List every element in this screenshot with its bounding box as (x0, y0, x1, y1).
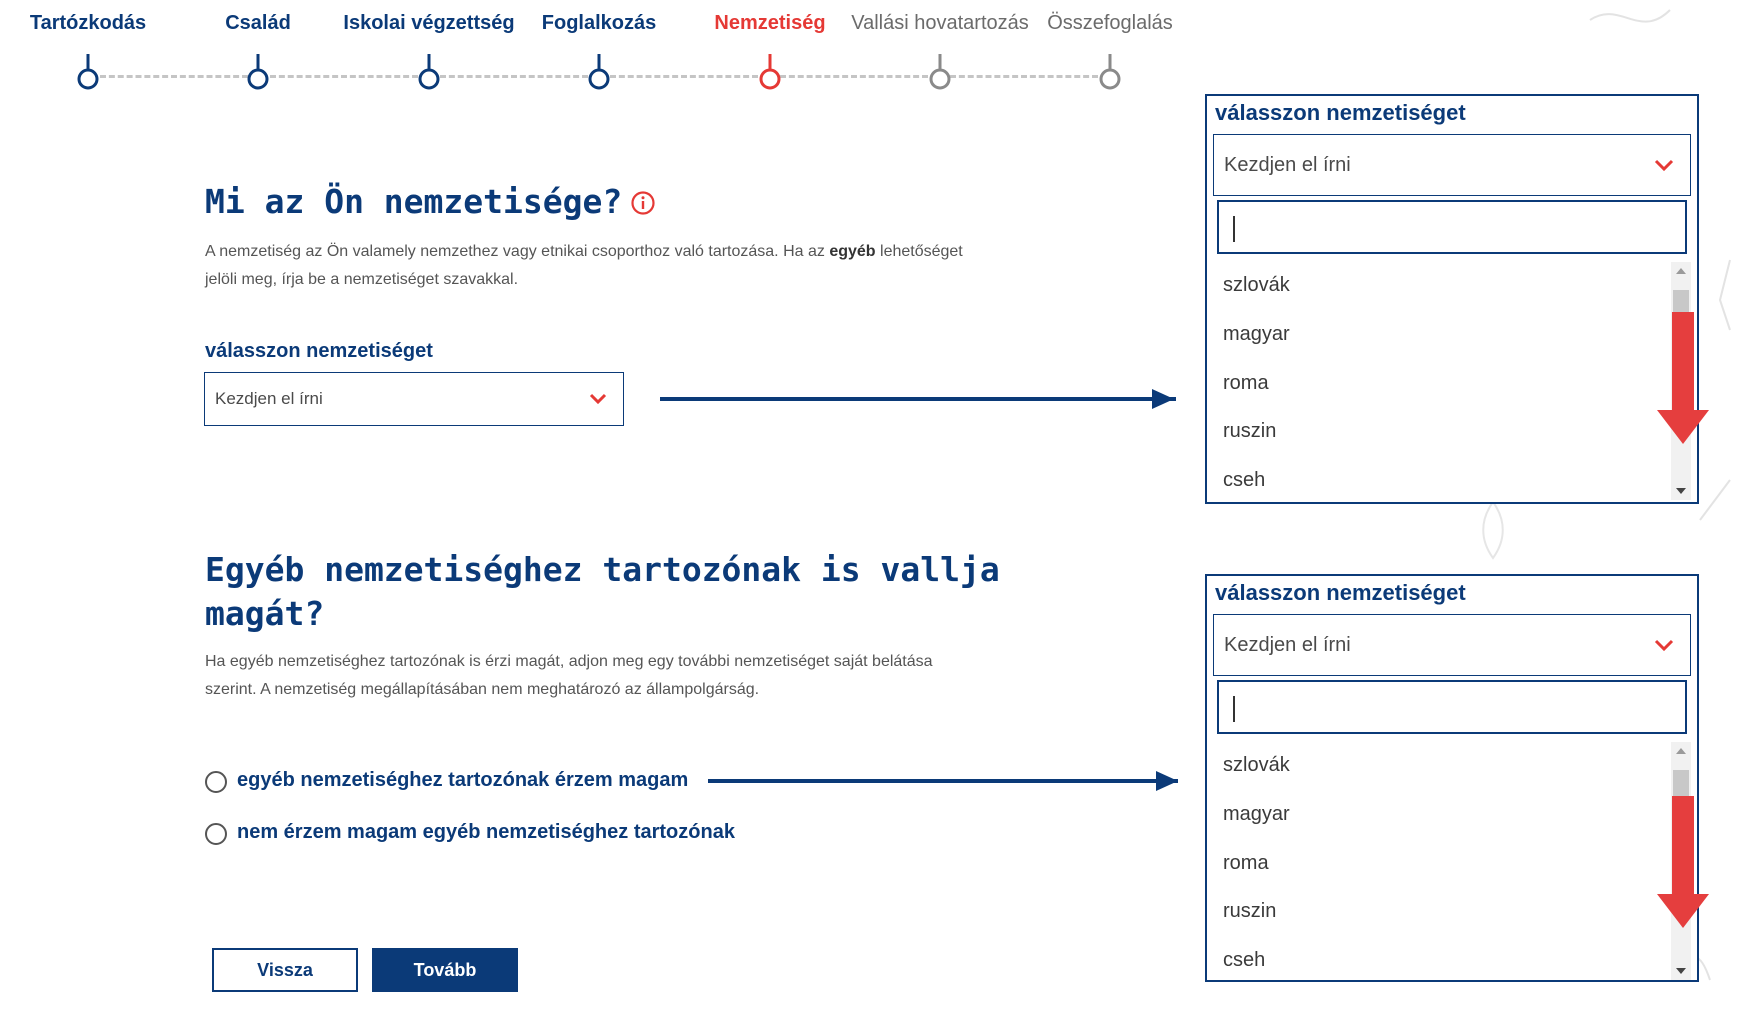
section1-description (205, 238, 1085, 294)
step-connector (780, 75, 928, 78)
section2-title-line: magát? (205, 594, 325, 633)
radio-label-yes[interactable]: egyéb nemzetiséghez tartozónak érzem magam (237, 769, 689, 791)
step-node-active[interactable] (757, 52, 783, 92)
option-cseh[interactable]: cseh (1223, 949, 1266, 971)
step-connector (100, 75, 248, 78)
nationality-select[interactable] (204, 372, 624, 426)
step-node-done[interactable] (245, 52, 271, 92)
arrow-head (1152, 389, 1174, 409)
panel-select[interactable] (1213, 134, 1691, 196)
option-magyar[interactable]: magyar (1223, 323, 1290, 345)
background-leaf-decoration (1478, 500, 1508, 560)
info-icon[interactable] (630, 190, 656, 216)
desc-bold-text: egyéb (829, 243, 876, 260)
chevron-down-icon (589, 393, 607, 405)
red-arrow-down-icon (1655, 312, 1711, 446)
panel-label: válasszon nemzetiséget (1215, 100, 1466, 125)
arrow-pointer (660, 397, 1176, 401)
section2-title-line: Egyéb nemzetiséghez tartozónak is vallja (205, 550, 1000, 589)
next-button[interactable]: Tovább (372, 948, 518, 992)
option-cseh[interactable]: cseh (1223, 469, 1266, 491)
select-placeholder: Kezdjen el írni (215, 389, 323, 408)
step-label-foglalkozas[interactable]: Foglalkozás (541, 12, 657, 34)
panel-select[interactable] (1213, 614, 1691, 676)
arrow-pointer (708, 779, 1178, 783)
desc-text: lehetőséget (875, 243, 963, 260)
option-ruszin[interactable]: ruszin (1223, 420, 1277, 442)
dropdown-panel-expanded (1205, 94, 1699, 504)
step-label-csalad[interactable]: Család (225, 12, 291, 34)
section1-title: Mi az Ön nemzetisége? (205, 182, 623, 221)
chevron-down-icon (1654, 639, 1674, 652)
option-szlovak[interactable]: szlovák (1223, 754, 1290, 776)
text-caret (1233, 696, 1235, 722)
radio-label-no[interactable]: nem érzem magam egyéb nemzetiséghez tartozónak (237, 821, 735, 843)
desc-text: Ha egyéb nemzetiséghez tartozónak is érzi magát, adjon meg egy további nemzetiséget saját belátása (205, 653, 933, 670)
red-arrow-down-icon (1655, 796, 1711, 930)
nationality-field-label: válasszon nemzetiséget (205, 340, 433, 362)
text-caret (1233, 216, 1235, 242)
section2-description (205, 648, 1085, 704)
step-label-osszefoglalas: Összefoglalás (1047, 12, 1173, 34)
panel-placeholder: Kezdjen el írni (1224, 153, 1351, 176)
desc-text: A nemzetiség az Ön valamely nemzethez vagy etnikai csoporthoz való tartozása. Ha az (205, 243, 830, 260)
step-node-done[interactable] (416, 52, 442, 92)
scroll-up-icon[interactable] (1676, 748, 1686, 754)
radio-other-nationality-no[interactable] (205, 823, 227, 845)
step-label-nemzetiseg[interactable]: Nemzetiség (714, 12, 826, 34)
step-node-future (1097, 52, 1123, 92)
scroll-up-icon[interactable] (1676, 268, 1686, 274)
option-szlovak[interactable]: szlovák (1223, 274, 1290, 296)
step-node-done[interactable] (75, 52, 101, 92)
step-connector (440, 75, 588, 78)
option-roma[interactable]: roma (1223, 852, 1269, 874)
radio-other-nationality-yes[interactable] (205, 771, 227, 793)
step-node-done[interactable] (586, 52, 612, 92)
option-ruszin[interactable]: ruszin (1223, 900, 1277, 922)
step-node-future (927, 52, 953, 92)
step-label-tartozkodas[interactable]: Tartózkodás (29, 12, 147, 34)
chevron-down-icon (1654, 159, 1674, 172)
step-connector (270, 75, 418, 78)
option-roma[interactable]: roma (1223, 372, 1269, 394)
panel-placeholder: Kezdjen el írni (1224, 633, 1351, 656)
dropdown-panel-expanded (1205, 574, 1699, 982)
step-connector (950, 75, 1098, 78)
back-button[interactable]: Vissza (212, 948, 358, 992)
scroll-down-icon[interactable] (1676, 488, 1686, 494)
step-label-iskolai-vegzettseg[interactable]: Iskolai végzettség (343, 12, 515, 34)
option-magyar[interactable]: magyar (1223, 803, 1290, 825)
step-connector (610, 75, 758, 78)
search-input[interactable] (1217, 680, 1687, 734)
panel-label: válasszon nemzetiséget (1215, 580, 1466, 605)
page-title (205, 182, 622, 221)
arrow-head (1156, 771, 1178, 791)
step-label-vallasi-hovatartozas: Vallási hovatartozás (851, 12, 1029, 34)
desc-text: szerint. A nemzetiség megállapításában nem meghatározó az állampolgárság. (205, 681, 760, 698)
search-input[interactable] (1217, 200, 1687, 254)
section2-title (205, 548, 1000, 636)
scroll-down-icon[interactable] (1676, 968, 1686, 974)
desc-text: jelöli meg, írja be a nemzetiséget szavakkal. (205, 271, 519, 288)
